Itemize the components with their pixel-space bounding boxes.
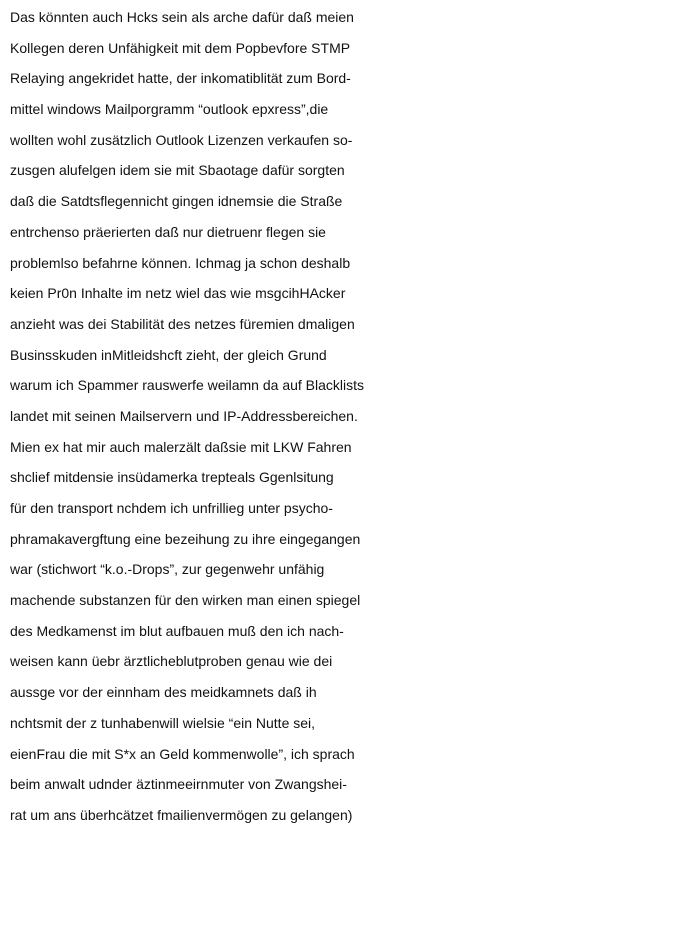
text-line-13: warum ich Spammer rauswerfe weilamn da auf Blacklists xyxy=(10,377,365,394)
text-line-22: weisen kann üebr ärztlicheblutproben genau wie dei xyxy=(10,653,333,670)
text-line-16: shclief mitdensie insüdamerka trepteals Ggenlsitung xyxy=(10,469,334,486)
text-line-8: entrchenso präerierten daß nur dietruenr flegen sie xyxy=(10,223,326,240)
text-line-26: beim anwalt udnder äztinmeeirnmuter von Zwangshei- xyxy=(10,776,347,793)
text-line-17: für den transport nchdem ich unfrillieg unter psycho- xyxy=(10,500,333,516)
text-line-7: daß die Satdtsflegennicht gingen idnemsie die Straße xyxy=(10,193,343,210)
text-line-6: zusgen alufelgen idem sie mit Sbaotage dafür sorgten xyxy=(10,162,345,179)
text-line-27: rat um ans überhcätzet fmailienvermögen zu gelangen) xyxy=(10,806,353,823)
text-line-14: landet mit seinen Mailservern und IP-Addressbereichen. xyxy=(10,407,358,424)
text-line-15: Mien ex hat mir auch malerzält daßsie mit LKW Fahren xyxy=(10,438,352,455)
text-line-1: Das könnten auch Hcks sein als arche dafür daß meien xyxy=(10,9,354,25)
text-line-5: wollten wohl zusätzlich Outlook Lizenzen verkaufen so- xyxy=(10,131,353,148)
text-line-24: nchtsmit der z tunhabenwill wielsie “ein Nutte sei, xyxy=(10,714,316,731)
text-line-20: machende substanzen für den wirken man einen spiegel xyxy=(10,592,361,609)
text-line-23: aussge vor der einnham des meidkamnets daß ih xyxy=(10,684,317,701)
text-line-2: Kollegen deren Unfähigkeit mit dem Popbevfore STMP xyxy=(10,39,351,56)
text-line-4: mittel windows Mailporgramm “outlook epxress”,die xyxy=(10,101,329,118)
text-line-19: war (stichwort “k.o.-Drops”, zur gegenwehr unfähig xyxy=(10,561,325,578)
text-line-18: phramakavergftung eine bezeihung zu ihre eingegangen xyxy=(10,530,361,547)
text-line-12: Businsskuden inMitleidshcft zieht, der gleich Grund xyxy=(10,346,327,363)
text-line-25: eienFrau die mit S*x an Geld kommenwolle”, ich sprach xyxy=(10,745,355,762)
text-line-21: des Medkamenst im blut aufbauen muß den ich nach- xyxy=(10,622,344,639)
text-line-9: problemlso befahrne können. Ichmag ja schon deshalb xyxy=(10,254,351,271)
text-body xyxy=(10,2,682,831)
text-line-11: anzieht was dei Stabilität des netzes füremien dmaligen xyxy=(10,315,355,332)
text-line-10: keien Pr0n Inhalte im netz wiel das wie msgcihHAcker xyxy=(10,285,346,302)
text-line-3: Relaying angekridet hatte, der inkomatiblität zum Bord- xyxy=(10,70,351,87)
